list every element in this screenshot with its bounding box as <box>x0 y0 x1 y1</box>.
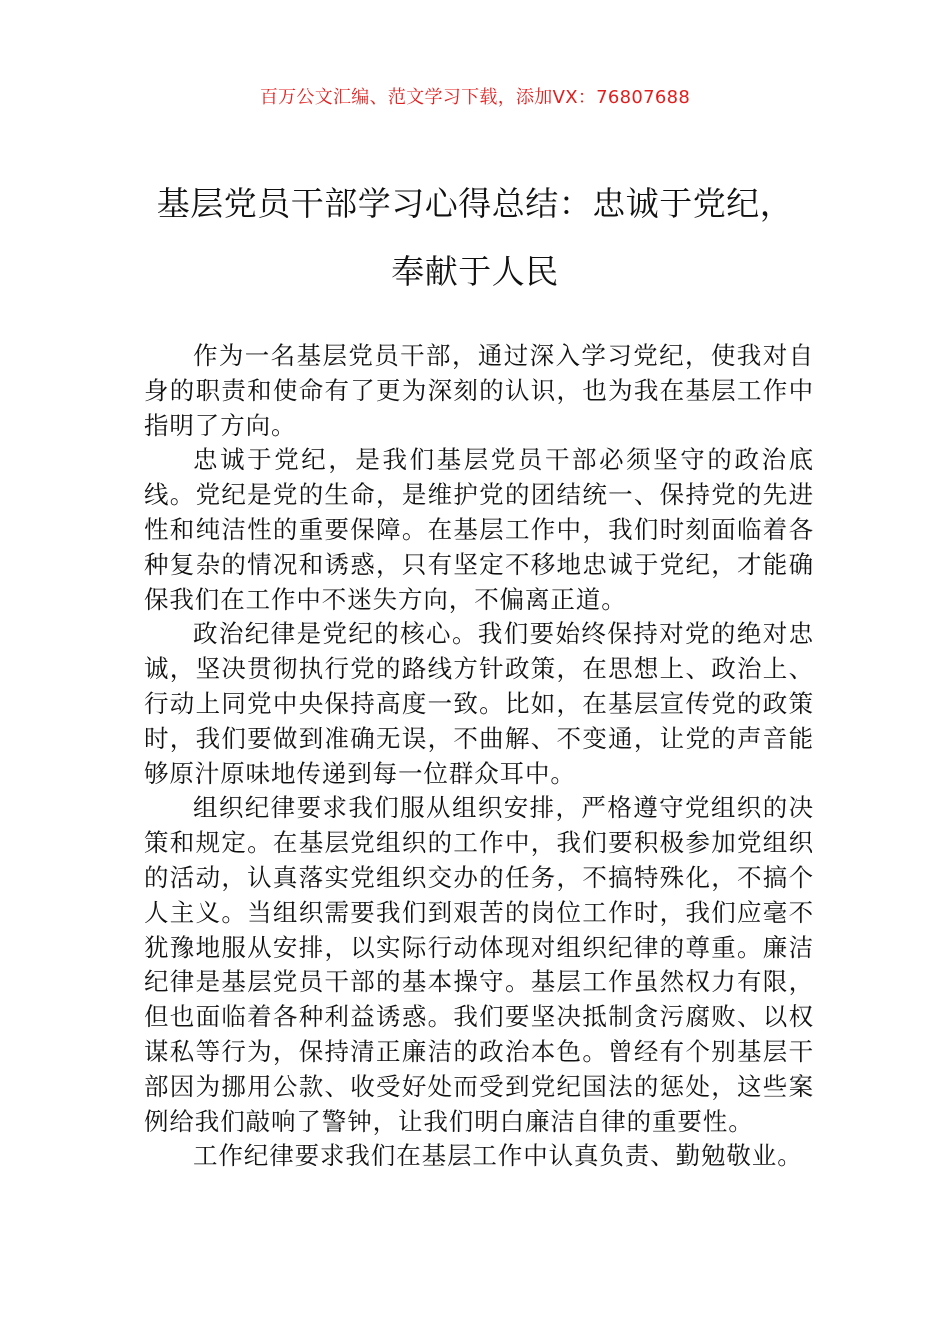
paragraph-intro: 作为一名基层党员干部，通过深入学习党纪，使我对自身的职责和使命有了更为深刻的认识，也为我在基层工作中指明了方向。 <box>144 341 814 440</box>
paragraph-organizational-discipline: 组织纪律要求我们服从组织安排，严格遵守党组织的决策和规定。在基层党组织的工作中，我们要积极参加党组织的活动，认真落实党组织交办的任务，不搞特殊化，不搞个人主义。当组织需要我们到艰苦的岗位工作时，我们应毫不犹豫地服从安排，以实际行动体现对组织纪律的尊重。廉洁纪律是基层党员干部的基本操守。基层工作虽然权力有限，但也面临着各种利益诱惑。我们要坚决抵制贪污腐败、以权谋私等行为，保持清正廉洁的政治本色。曾经有个别基层干部因为挪用公款、收受好处而受到党纪国法的惩处，这些案例给我们敲响了警钟，让我们明白廉洁自律的重要性。 <box>144 793 814 1136</box>
header-watermark-note: 百万公文汇编、范文学习下载，添加VX：76807688 <box>259 87 691 108</box>
paragraph-work-discipline: 工作纪律要求我们在基层工作中认真负责、勤勉敬业。 <box>193 1141 803 1171</box>
paragraph-loyalty: 忠诚于党纪，是我们基层党员干部必须坚守的政治底线。党纪是党的生命，是维护党的团结统一、保持党的先进性和纯洁性的重要保障。在基层工作中，我们时刻面临着各种复杂的情况和诱惑，只有坚定不移地忠诚于党纪，才能确保我们在工作中不迷失方向，不偏离正道。 <box>144 445 814 614</box>
paragraph-political-discipline: 政治纪律是党纪的核心。我们要始终保持对党的绝对忠诚，坚决贯彻执行党的路线方针政策，在思想上、政治上、行动上同党中央保持高度一致。比如，在基层宣传党的政策时，我们要做到准确无误，不曲解、不变通，让党的声音能够原汁原味地传递到每一位群众耳中。 <box>144 619 814 788</box>
document-body <box>144 339 814 1174</box>
document-title-line-2: 奉献于人民 <box>391 252 559 291</box>
document-title-line-1: 基层党员干部学习心得总结：忠诚于党纪， <box>156 184 794 223</box>
